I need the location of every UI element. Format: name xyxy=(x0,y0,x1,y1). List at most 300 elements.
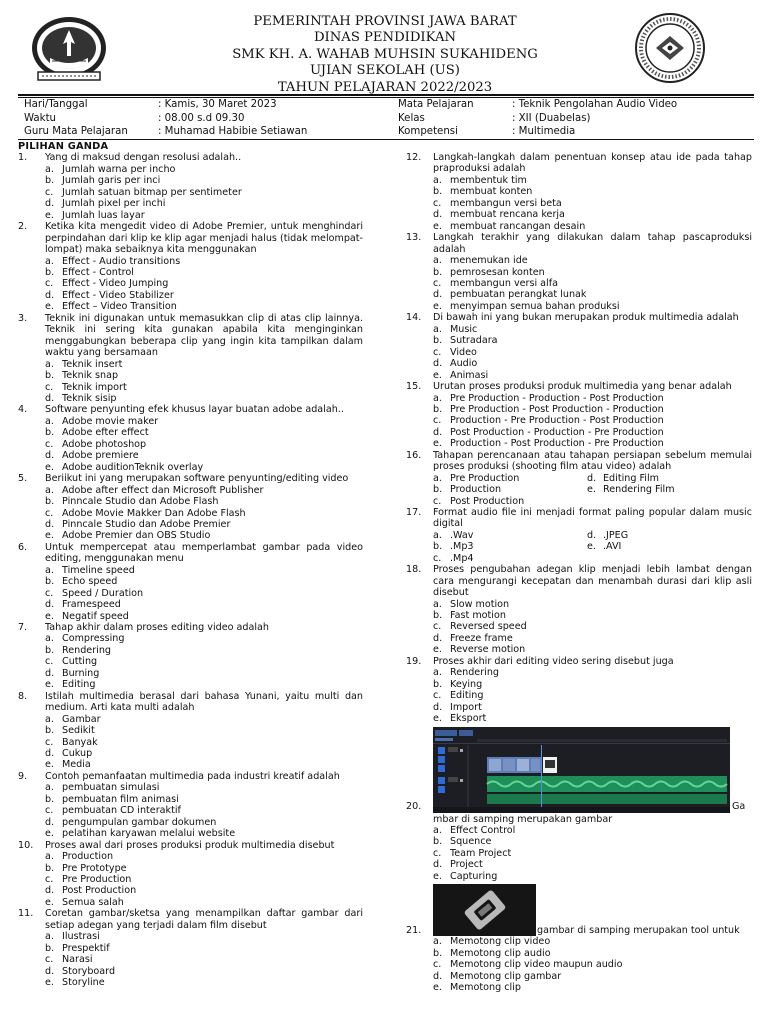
answer-option[interactable] xyxy=(18,759,363,770)
answer-option[interactable] xyxy=(18,485,363,496)
option-text[interactable]: Banyak xyxy=(62,736,98,748)
option-letter: c. xyxy=(433,197,442,209)
option-letter: d. xyxy=(45,198,55,210)
option-letter: c. xyxy=(45,438,54,450)
option-letter: e. xyxy=(45,759,54,771)
option-text[interactable]: Jumlah pixel per inchi xyxy=(62,198,166,210)
option-text[interactable]: Adobe premiere xyxy=(62,450,139,462)
option-text[interactable]: .JPEG xyxy=(603,529,629,541)
option-letter: a. xyxy=(45,255,54,267)
answer-option[interactable] xyxy=(406,198,752,209)
option-text[interactable]: Gambar xyxy=(62,713,101,725)
option-text[interactable]: Effect - Control xyxy=(62,266,134,278)
answer-option[interactable] xyxy=(406,633,752,644)
question-4 xyxy=(18,404,363,473)
option-text[interactable]: Jumlah satuan bitmap per sentimeter xyxy=(62,186,242,198)
answer-option[interactable] xyxy=(18,278,363,289)
option-text[interactable]: Rendering Film xyxy=(603,484,675,496)
option-text[interactable]: Import xyxy=(450,701,482,713)
answer-option[interactable] xyxy=(18,966,363,977)
answer-option[interactable] xyxy=(18,301,363,312)
question-text: Software penyunting efek khusus layar buatan adobe adalah.. xyxy=(45,404,344,416)
option-text[interactable]: Compressing xyxy=(62,633,125,645)
answer-option[interactable] xyxy=(18,530,363,541)
option-letter: b. xyxy=(45,175,55,187)
question-number: 9. xyxy=(18,770,28,782)
answer-option[interactable] xyxy=(406,959,752,970)
option-text[interactable]: Adobe Movie Makker Dan Adobe Flash xyxy=(62,507,246,519)
option-text[interactable]: Pre Prototype xyxy=(62,862,127,874)
header-line-3: SMK KH. A. WAHAB MUHSIN SUKAHIDENG xyxy=(232,46,538,62)
option-text[interactable]: Jumlah warna per incho xyxy=(62,163,176,175)
option-text[interactable]: membentuk tim xyxy=(450,174,527,186)
answer-option[interactable] xyxy=(18,359,363,370)
guru-value: : Muhamad Habibie Setiawan xyxy=(158,126,308,137)
option-letter: c. xyxy=(45,186,54,198)
option-text[interactable]: Timeline speed xyxy=(62,564,135,576)
question-text: Tahap akhir dalam proses editing video adalah xyxy=(45,622,270,634)
answer-option[interactable] xyxy=(406,278,752,289)
answer-option[interactable] xyxy=(406,324,752,335)
option-text[interactable]: Slow motion xyxy=(450,598,510,610)
kelas-value: : XII (Duabelas) xyxy=(512,112,591,124)
question-text: Beriikut ini yang merupakan software penyunting/editing video xyxy=(45,473,349,485)
option-text[interactable]: Rendering xyxy=(62,644,111,656)
answer-option[interactable] xyxy=(18,267,363,278)
answer-option[interactable] xyxy=(18,393,363,404)
answer-option[interactable] xyxy=(18,725,363,736)
option-text[interactable]: Editing xyxy=(62,679,96,691)
option-letter: b. xyxy=(433,947,443,959)
option-text[interactable]: Adobe efter effect xyxy=(62,427,149,439)
answer-option[interactable] xyxy=(18,210,363,221)
option-text[interactable]: Memotong clip video xyxy=(450,936,551,948)
question-stem xyxy=(406,152,752,175)
option-letter: a. xyxy=(45,358,54,370)
option-letter: a. xyxy=(433,936,442,948)
question-16 xyxy=(406,450,752,507)
option-text[interactable]: Effect – Video Transition xyxy=(62,301,177,313)
question-number: 15. xyxy=(406,381,422,393)
answer-option[interactable] xyxy=(406,713,752,724)
option-text[interactable]: pembuatan film animasi xyxy=(62,793,179,805)
answer-option[interactable] xyxy=(406,415,752,426)
answer-option[interactable] xyxy=(18,851,363,862)
option-text[interactable]: Pre Production - Post Production - Production xyxy=(450,403,664,415)
answer-option[interactable] xyxy=(406,175,752,186)
option-text[interactable]: .AVI xyxy=(603,541,622,553)
question-text: Proses pengubahan adegan klip menjadi lebih lambat dengan cara mengurangi kecepatan dan menambah durasi dari klip asli disebut xyxy=(433,564,752,599)
question-text: Untuk mempercepat atau memperlambat gambar pada video editing, menggunakan menu xyxy=(45,541,363,565)
question-9 xyxy=(18,771,363,840)
question-text: Format audio file ini menjadi format paling popular dalam music digital xyxy=(433,507,752,530)
hari-value: : Kamis, 30 Maret 2023 xyxy=(158,99,277,110)
answer-option[interactable] xyxy=(18,714,363,725)
option-text[interactable]: Adobe after effect dan Microsoft Publisher xyxy=(62,484,264,496)
answer-option[interactable] xyxy=(406,936,752,947)
option-text[interactable]: menyimpan semua bahan produksi xyxy=(450,300,620,312)
question-number: 7. xyxy=(18,622,28,634)
option-letter: c. xyxy=(433,847,442,859)
answer-options xyxy=(406,936,752,993)
option-letter: d. xyxy=(433,289,443,301)
question-12 xyxy=(406,152,752,232)
answer-option[interactable] xyxy=(406,301,752,312)
option-text[interactable]: Burning xyxy=(62,667,100,679)
option-text[interactable]: Teknik insert xyxy=(62,358,123,370)
answer-option[interactable] xyxy=(18,645,363,656)
option-text[interactable]: membuat konten xyxy=(450,186,533,198)
answer-option[interactable] xyxy=(18,633,363,644)
option-text[interactable]: membangun versi alfa xyxy=(450,277,558,289)
option-text[interactable]: Sedikit xyxy=(62,725,95,737)
option-text[interactable]: Jumlah luas layar xyxy=(62,209,145,221)
option-text[interactable]: Audio xyxy=(450,358,478,370)
answer-option[interactable] xyxy=(18,748,363,759)
option-text[interactable]: Post Production - Production - Pre Production xyxy=(450,426,664,438)
question-number: 8. xyxy=(18,690,28,702)
option-text[interactable]: pengumpulan gambar dokumen xyxy=(62,816,217,828)
option-text[interactable]: Prespektif xyxy=(62,942,110,954)
answer-option[interactable] xyxy=(18,508,363,519)
question-stem xyxy=(18,771,363,782)
option-text[interactable]: Video xyxy=(450,346,477,358)
question-number: 13. xyxy=(406,232,422,244)
answer-option[interactable] xyxy=(18,943,363,954)
option-text[interactable]: Memotong clip gambar xyxy=(450,970,562,982)
option-text[interactable]: Adobe auditionTeknik overlay xyxy=(62,461,204,473)
option-text[interactable]: Media xyxy=(62,759,91,771)
answer-option[interactable] xyxy=(406,404,752,415)
option-letter: c. xyxy=(45,736,54,748)
answer-option[interactable] xyxy=(18,370,363,381)
answer-option[interactable] xyxy=(406,370,752,381)
option-letter: c. xyxy=(433,690,442,702)
option-text[interactable]: Pinncale Studio dan Adobe Premier xyxy=(62,518,231,530)
option-text[interactable]: membangun versi beta xyxy=(450,197,562,209)
answer-option[interactable] xyxy=(18,668,363,679)
option-text[interactable]: Negatif speed xyxy=(62,610,129,622)
option-text[interactable]: Echo speed xyxy=(62,576,118,588)
answer-option[interactable] xyxy=(406,267,752,278)
answer-option[interactable] xyxy=(18,164,363,175)
option-text[interactable]: Squence xyxy=(450,836,492,848)
question-text: Teknik ini digunakan untuk memasukkan clip di atas clip lainnya. Teknik ini sering kita gunakan apabila kita menginginkan menggabungkan beberapa clip yang ingin kita tampilkan dalam waktu yang bersamaan xyxy=(45,312,363,359)
answer-option[interactable] xyxy=(18,977,363,988)
answer-option[interactable] xyxy=(406,848,752,859)
option-letter: d. xyxy=(45,450,55,462)
option-text[interactable]: Sutradara xyxy=(450,335,498,347)
answer-option[interactable] xyxy=(18,462,363,473)
answer-option[interactable] xyxy=(406,335,752,346)
answer-option[interactable] xyxy=(406,948,752,959)
exam-info xyxy=(24,98,754,139)
option-text[interactable]: Jumlah garis per inci xyxy=(62,175,161,187)
question-stem xyxy=(18,622,363,633)
option-text[interactable]: Post Production xyxy=(62,885,137,897)
option-letter: d. xyxy=(45,289,55,301)
answer-option[interactable] xyxy=(406,599,752,610)
answer-option[interactable] xyxy=(406,209,752,220)
answer-option[interactable] xyxy=(406,621,752,632)
option-letter: a. xyxy=(45,851,54,863)
answer-option[interactable] xyxy=(18,416,363,427)
option-text[interactable]: Project xyxy=(450,859,483,871)
option-text[interactable]: Freeze frame xyxy=(450,632,513,644)
option-letter: e. xyxy=(433,220,442,232)
option-text[interactable]: Adobe movie maker xyxy=(62,415,159,427)
answer-option[interactable] xyxy=(18,382,363,393)
option-letter: d. xyxy=(433,209,443,221)
option-letter: c. xyxy=(433,621,442,633)
option-text[interactable]: Keying xyxy=(450,678,483,690)
option-text[interactable]: Music xyxy=(450,323,478,335)
option-text[interactable]: Capturing xyxy=(450,870,498,882)
option-text[interactable]: Semua salah xyxy=(62,896,124,908)
answer-option[interactable] xyxy=(18,198,363,209)
question-text: Coretan gambar/sketsa yang menampilkan daftar gambar dari setiap adegan yang terjadi dalam film disebut xyxy=(45,908,363,931)
option-text[interactable]: Narasi xyxy=(62,954,93,966)
premiere-timeline-screenshot xyxy=(433,727,730,813)
option-letter: a. xyxy=(433,472,442,484)
option-text[interactable]: membuat rancangan desain xyxy=(450,220,586,232)
answer-option[interactable] xyxy=(18,611,363,622)
question-stem xyxy=(406,232,752,255)
option-text[interactable]: Reversed speed xyxy=(450,621,527,633)
answer-option[interactable] xyxy=(406,358,752,369)
answer-option[interactable] xyxy=(18,290,363,301)
option-text[interactable]: Pre Production xyxy=(62,874,132,885)
option-text[interactable]: Memotong clip audio xyxy=(450,947,551,959)
option-text[interactable]: Ilustrasi xyxy=(62,931,100,943)
option-text[interactable]: Teknik sisip xyxy=(62,392,117,404)
answer-option[interactable] xyxy=(406,644,752,655)
option-letter: d. xyxy=(433,970,443,982)
answer-option[interactable] xyxy=(406,393,752,404)
answer-option[interactable] xyxy=(18,599,363,610)
option-text[interactable]: .Mp3 xyxy=(450,541,474,553)
option-text[interactable]: Effect - Video Stabilizer xyxy=(62,289,174,301)
answer-options xyxy=(406,825,752,882)
option-letter: c. xyxy=(45,656,54,668)
question-8 xyxy=(18,691,363,771)
option-text[interactable]: Rendering xyxy=(450,667,499,679)
option-text[interactable]: Cukup xyxy=(62,748,93,760)
option-letter: c. xyxy=(433,415,442,427)
option-letter: d. xyxy=(45,667,55,679)
option-text[interactable]: Editing Film xyxy=(603,472,659,484)
answer-option[interactable] xyxy=(18,576,363,587)
question-number: 20. xyxy=(406,801,422,813)
option-text[interactable]: Adobe Premier dan OBS Studio xyxy=(62,530,211,542)
option-text[interactable]: pembuatan simulasi xyxy=(62,782,160,794)
answer-option[interactable] xyxy=(18,897,363,908)
question-number: 17. xyxy=(406,507,422,518)
option-letter: b. xyxy=(45,427,55,439)
option-text[interactable]: Production xyxy=(450,484,502,496)
option-letter: c. xyxy=(433,346,442,358)
option-letter: e. xyxy=(45,679,54,691)
header-line-2: DINAS PENDIDIKAN xyxy=(313,30,457,46)
answer-option[interactable] xyxy=(406,438,752,449)
option-text[interactable]: Framespeed xyxy=(62,599,121,611)
option-letter: a. xyxy=(45,484,54,496)
question-21 xyxy=(406,882,752,993)
answer-option[interactable] xyxy=(406,836,752,847)
waktu-label: Waktu xyxy=(24,112,57,124)
answer-option[interactable] xyxy=(18,187,363,198)
question-text-end: mbar di samping merupakan gambar xyxy=(433,813,613,825)
mapel-label: Mata Pelajaran xyxy=(398,99,474,110)
option-letter: d. xyxy=(45,599,55,611)
option-letter: b. xyxy=(45,576,55,588)
question-10 xyxy=(18,840,363,909)
answer-option[interactable] xyxy=(406,679,752,690)
answer-option[interactable] xyxy=(406,221,752,232)
option-letter: a. xyxy=(433,598,442,610)
answer-option[interactable] xyxy=(18,450,363,461)
answer-option[interactable] xyxy=(406,186,752,197)
option-letter: c. xyxy=(45,587,54,599)
letterhead xyxy=(0,0,768,97)
answer-option[interactable] xyxy=(18,565,363,576)
answer-option[interactable] xyxy=(18,885,363,896)
option-text[interactable]: Effect - Video Jumping xyxy=(62,278,169,290)
option-text[interactable]: Teknik snap xyxy=(62,370,119,382)
question-text: Urutan proses produksi produk multimedia yang benar adalah xyxy=(433,381,732,393)
answer-option[interactable] xyxy=(18,863,363,874)
answer-option[interactable] xyxy=(18,656,363,667)
answer-option[interactable] xyxy=(406,667,752,678)
option-text[interactable]: .Wav xyxy=(450,529,474,541)
answer-option[interactable] xyxy=(18,496,363,507)
answer-option[interactable] xyxy=(18,679,363,690)
option-text[interactable]: pembuatan perangkat lunak xyxy=(450,289,587,301)
question-text: Contoh pemanfaatan multimedia pada industri kreatif adalah xyxy=(45,770,340,782)
answer-option[interactable] xyxy=(406,871,752,882)
option-letter: c. xyxy=(433,495,442,507)
answer-option[interactable] xyxy=(18,427,363,438)
question-stem xyxy=(406,312,752,323)
question-text: Istilah multimedia berasal dari bahasa Yunani, yaitu multi dan medium. Arti kata multi adalah xyxy=(45,690,363,714)
option-text[interactable]: Animasi xyxy=(450,369,489,381)
answer-option[interactable] xyxy=(18,588,363,599)
answer-option[interactable] xyxy=(406,255,752,266)
answer-option[interactable] xyxy=(406,702,752,713)
mapel-value: : Teknik Pengolahan Audio Video xyxy=(512,99,678,110)
option-text[interactable]: Cutting xyxy=(62,656,98,668)
answer-option[interactable] xyxy=(406,289,752,300)
answer-option[interactable] xyxy=(18,782,363,793)
answer-option[interactable] xyxy=(406,982,752,993)
answer-option[interactable] xyxy=(406,347,752,358)
option-text[interactable]: Production - Pre Production - Post Production xyxy=(450,415,664,427)
answer-option[interactable] xyxy=(18,874,363,885)
answer-option[interactable] xyxy=(406,971,752,982)
option-text[interactable]: Storyline xyxy=(62,977,105,989)
option-text[interactable]: pelatihan karyawan melalui website xyxy=(62,828,236,840)
answer-option[interactable] xyxy=(18,256,363,267)
question-14 xyxy=(406,312,752,381)
option-text[interactable]: Pre Production - Production - Post Production xyxy=(450,392,664,404)
option-letter: d. xyxy=(45,965,55,977)
option-text[interactable]: Team Project xyxy=(450,847,512,859)
question-text: Ketika kita mengedit video di Adobe Premier, untuk menghindari perpindahan dari klip ke klip agar menjadi halus (tidak melompat-lompat) maka sebaiknya kita menggunakan xyxy=(45,221,364,256)
question-17 xyxy=(406,507,752,564)
answer-option[interactable] xyxy=(18,828,363,839)
option-text[interactable]: pembuatan CD interaktif xyxy=(62,805,181,817)
answer-option[interactable] xyxy=(18,175,363,186)
option-letter: d. xyxy=(45,748,55,760)
option-text[interactable]: Pinncale Studio dan Adobe Flash xyxy=(62,496,219,508)
option-text[interactable]: Effect - Audio transitions xyxy=(62,255,181,267)
question-number: 2. xyxy=(18,221,28,233)
answer-option[interactable] xyxy=(18,439,363,450)
option-text[interactable]: membuat rencana kerja xyxy=(450,209,565,221)
question-number: 12. xyxy=(406,152,422,163)
question-number: 18. xyxy=(406,564,422,576)
option-letter: d. xyxy=(433,701,443,713)
option-letter: a. xyxy=(433,529,442,541)
option-text[interactable]: Production xyxy=(62,851,114,863)
answer-option[interactable] xyxy=(18,737,363,748)
option-text[interactable]: Fast motion xyxy=(450,610,506,622)
option-text[interactable]: Editing xyxy=(450,690,484,702)
option-text[interactable]: Storyboard xyxy=(62,965,116,977)
option-text[interactable]: pemrosesan konten xyxy=(450,266,545,278)
option-text[interactable]: Eksport xyxy=(450,713,487,725)
kompetensi-value: : Multimedia xyxy=(512,126,576,137)
option-text[interactable]: Memotong clip xyxy=(450,982,521,994)
questions-left-column xyxy=(18,141,363,989)
answer-option[interactable] xyxy=(406,427,752,438)
answer-option[interactable] xyxy=(18,817,363,828)
option-text[interactable]: Pre Production xyxy=(450,472,520,484)
option-text[interactable]: Reverse motion xyxy=(450,644,526,656)
option-letter: d. xyxy=(587,529,597,541)
question-number: 10. xyxy=(18,839,34,851)
question-text-start: Ga xyxy=(732,801,746,813)
answer-option[interactable] xyxy=(18,954,363,965)
option-text[interactable]: Teknik import xyxy=(62,381,127,393)
option-letter: d. xyxy=(45,816,55,828)
answer-option[interactable] xyxy=(406,825,752,836)
answer-option[interactable] xyxy=(406,690,752,701)
answer-option[interactable] xyxy=(18,794,363,805)
answer-option[interactable] xyxy=(406,610,752,621)
option-letter: e. xyxy=(587,541,596,553)
question-2 xyxy=(18,221,363,313)
option-text[interactable]: Post Production xyxy=(450,495,525,507)
option-letter: a. xyxy=(45,931,54,943)
answer-option[interactable] xyxy=(18,931,363,942)
option-letter: e. xyxy=(587,484,596,496)
option-text[interactable]: Production - Post Production - Pre Production xyxy=(450,438,664,450)
question-stem xyxy=(18,404,363,415)
answer-option[interactable] xyxy=(406,859,752,870)
answer-option[interactable] xyxy=(18,519,363,530)
answer-option[interactable] xyxy=(18,805,363,816)
option-text[interactable]: Speed / Duration xyxy=(62,587,144,599)
option-text[interactable]: .Mp4 xyxy=(450,552,474,564)
option-text[interactable]: Adobe photoshop xyxy=(62,438,147,450)
option-letter: e. xyxy=(433,438,442,450)
option-text[interactable]: Effect Control xyxy=(450,825,516,837)
question-stem xyxy=(18,542,363,565)
option-text[interactable]: menemukan ide xyxy=(450,255,528,267)
option-letter: d. xyxy=(433,426,443,438)
option-text[interactable]: Memotong clip video maupun audio xyxy=(450,959,623,971)
